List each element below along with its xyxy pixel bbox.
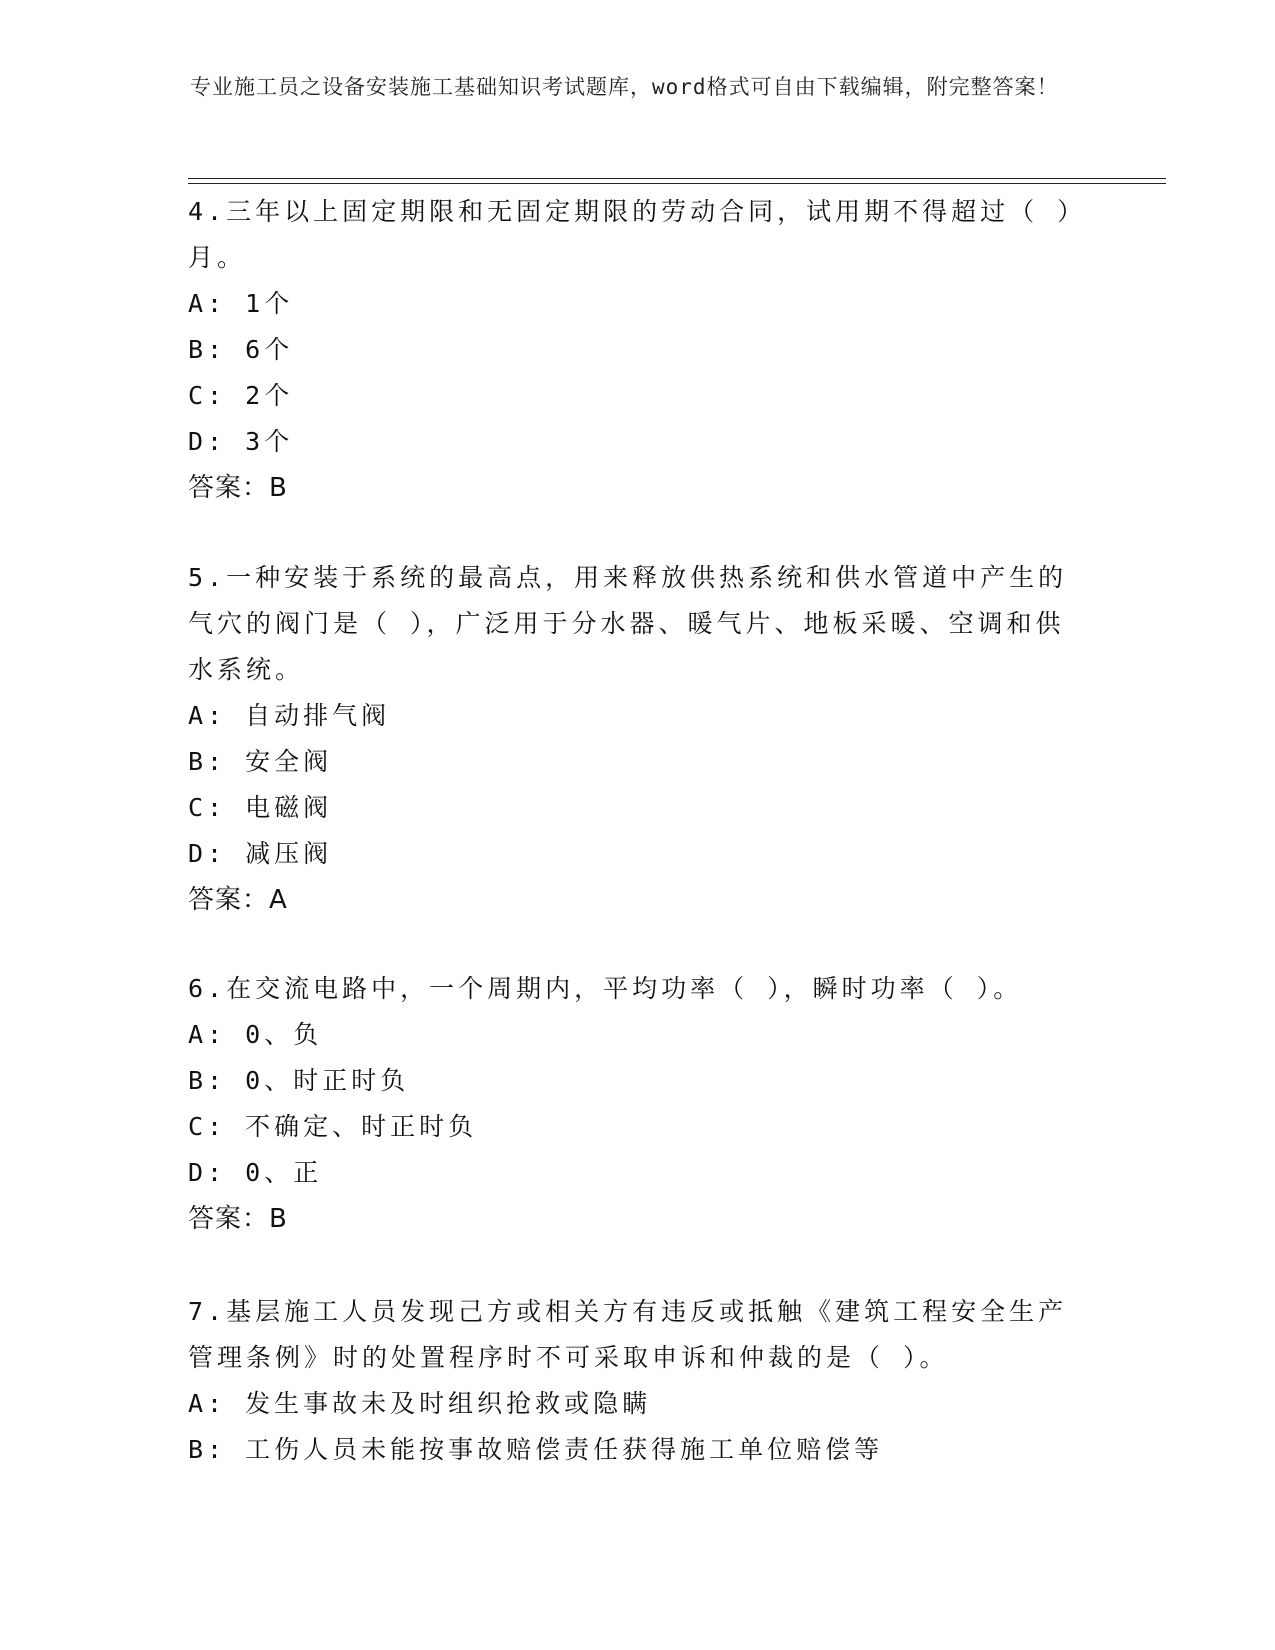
question-stem: 7.基层施工人员发现己方或相关方有违反或抵触《建筑工程安全生产管理条例》时的处置程序时不可采取申诉和仲裁的是（ ）。	[188, 1297, 1068, 1372]
question-6	[188, 966, 1088, 1242]
header-divider-top	[188, 178, 1166, 179]
option-c: C: 2个	[188, 381, 294, 410]
option-b: B: 0、时正时负	[188, 1066, 410, 1095]
header-divider-bottom	[188, 183, 1166, 184]
question-stem: 5.一种安装于系统的最高点，用来释放供热系统和供水管道中产生的气穴的阀门是（ ），广泛用于分水器、暖气片、地板采暖、空调和供水系统。	[188, 563, 1068, 684]
option-b: B: 安全阀	[188, 747, 333, 776]
option-d: D: 0、正	[188, 1158, 323, 1187]
question-stem: 4.三年以上固定期限和无固定期限的劳动合同，试用期不得超过（ ）月。	[188, 197, 1087, 272]
answer-line: 答案：B	[188, 1204, 288, 1234]
option-c: C: 电磁阀	[188, 793, 333, 822]
answer-line: 答案：A	[188, 885, 288, 915]
question-7	[188, 1289, 1088, 1473]
option-b: B: 6个	[188, 335, 294, 364]
option-a: A: 1个	[188, 289, 294, 318]
option-b: B: 工伤人员未能按事故赔偿责任获得施工单位赔偿等	[188, 1435, 884, 1464]
option-c: C: 不确定、时正时负	[188, 1112, 478, 1141]
option-d: D: 减压阀	[188, 839, 333, 868]
question-stem: 6.在交流电路中，一个周期内，平均功率（ ），瞬时功率（ ）。	[188, 974, 1023, 1003]
document-title: 专业施工员之设备安装施工基础知识考试题库，word格式可自由下载编辑，附完整答案！	[190, 75, 1059, 99]
option-a: A: 发生事故未及时组织抢救或隐瞒	[188, 1389, 652, 1418]
answer-line: 答案：B	[188, 473, 288, 503]
option-a: A: 0、负	[188, 1020, 323, 1049]
question-4	[188, 189, 1088, 511]
option-d: D: 3个	[188, 427, 294, 456]
option-a: A: 自动排气阀	[188, 701, 391, 730]
question-5	[188, 555, 1088, 923]
